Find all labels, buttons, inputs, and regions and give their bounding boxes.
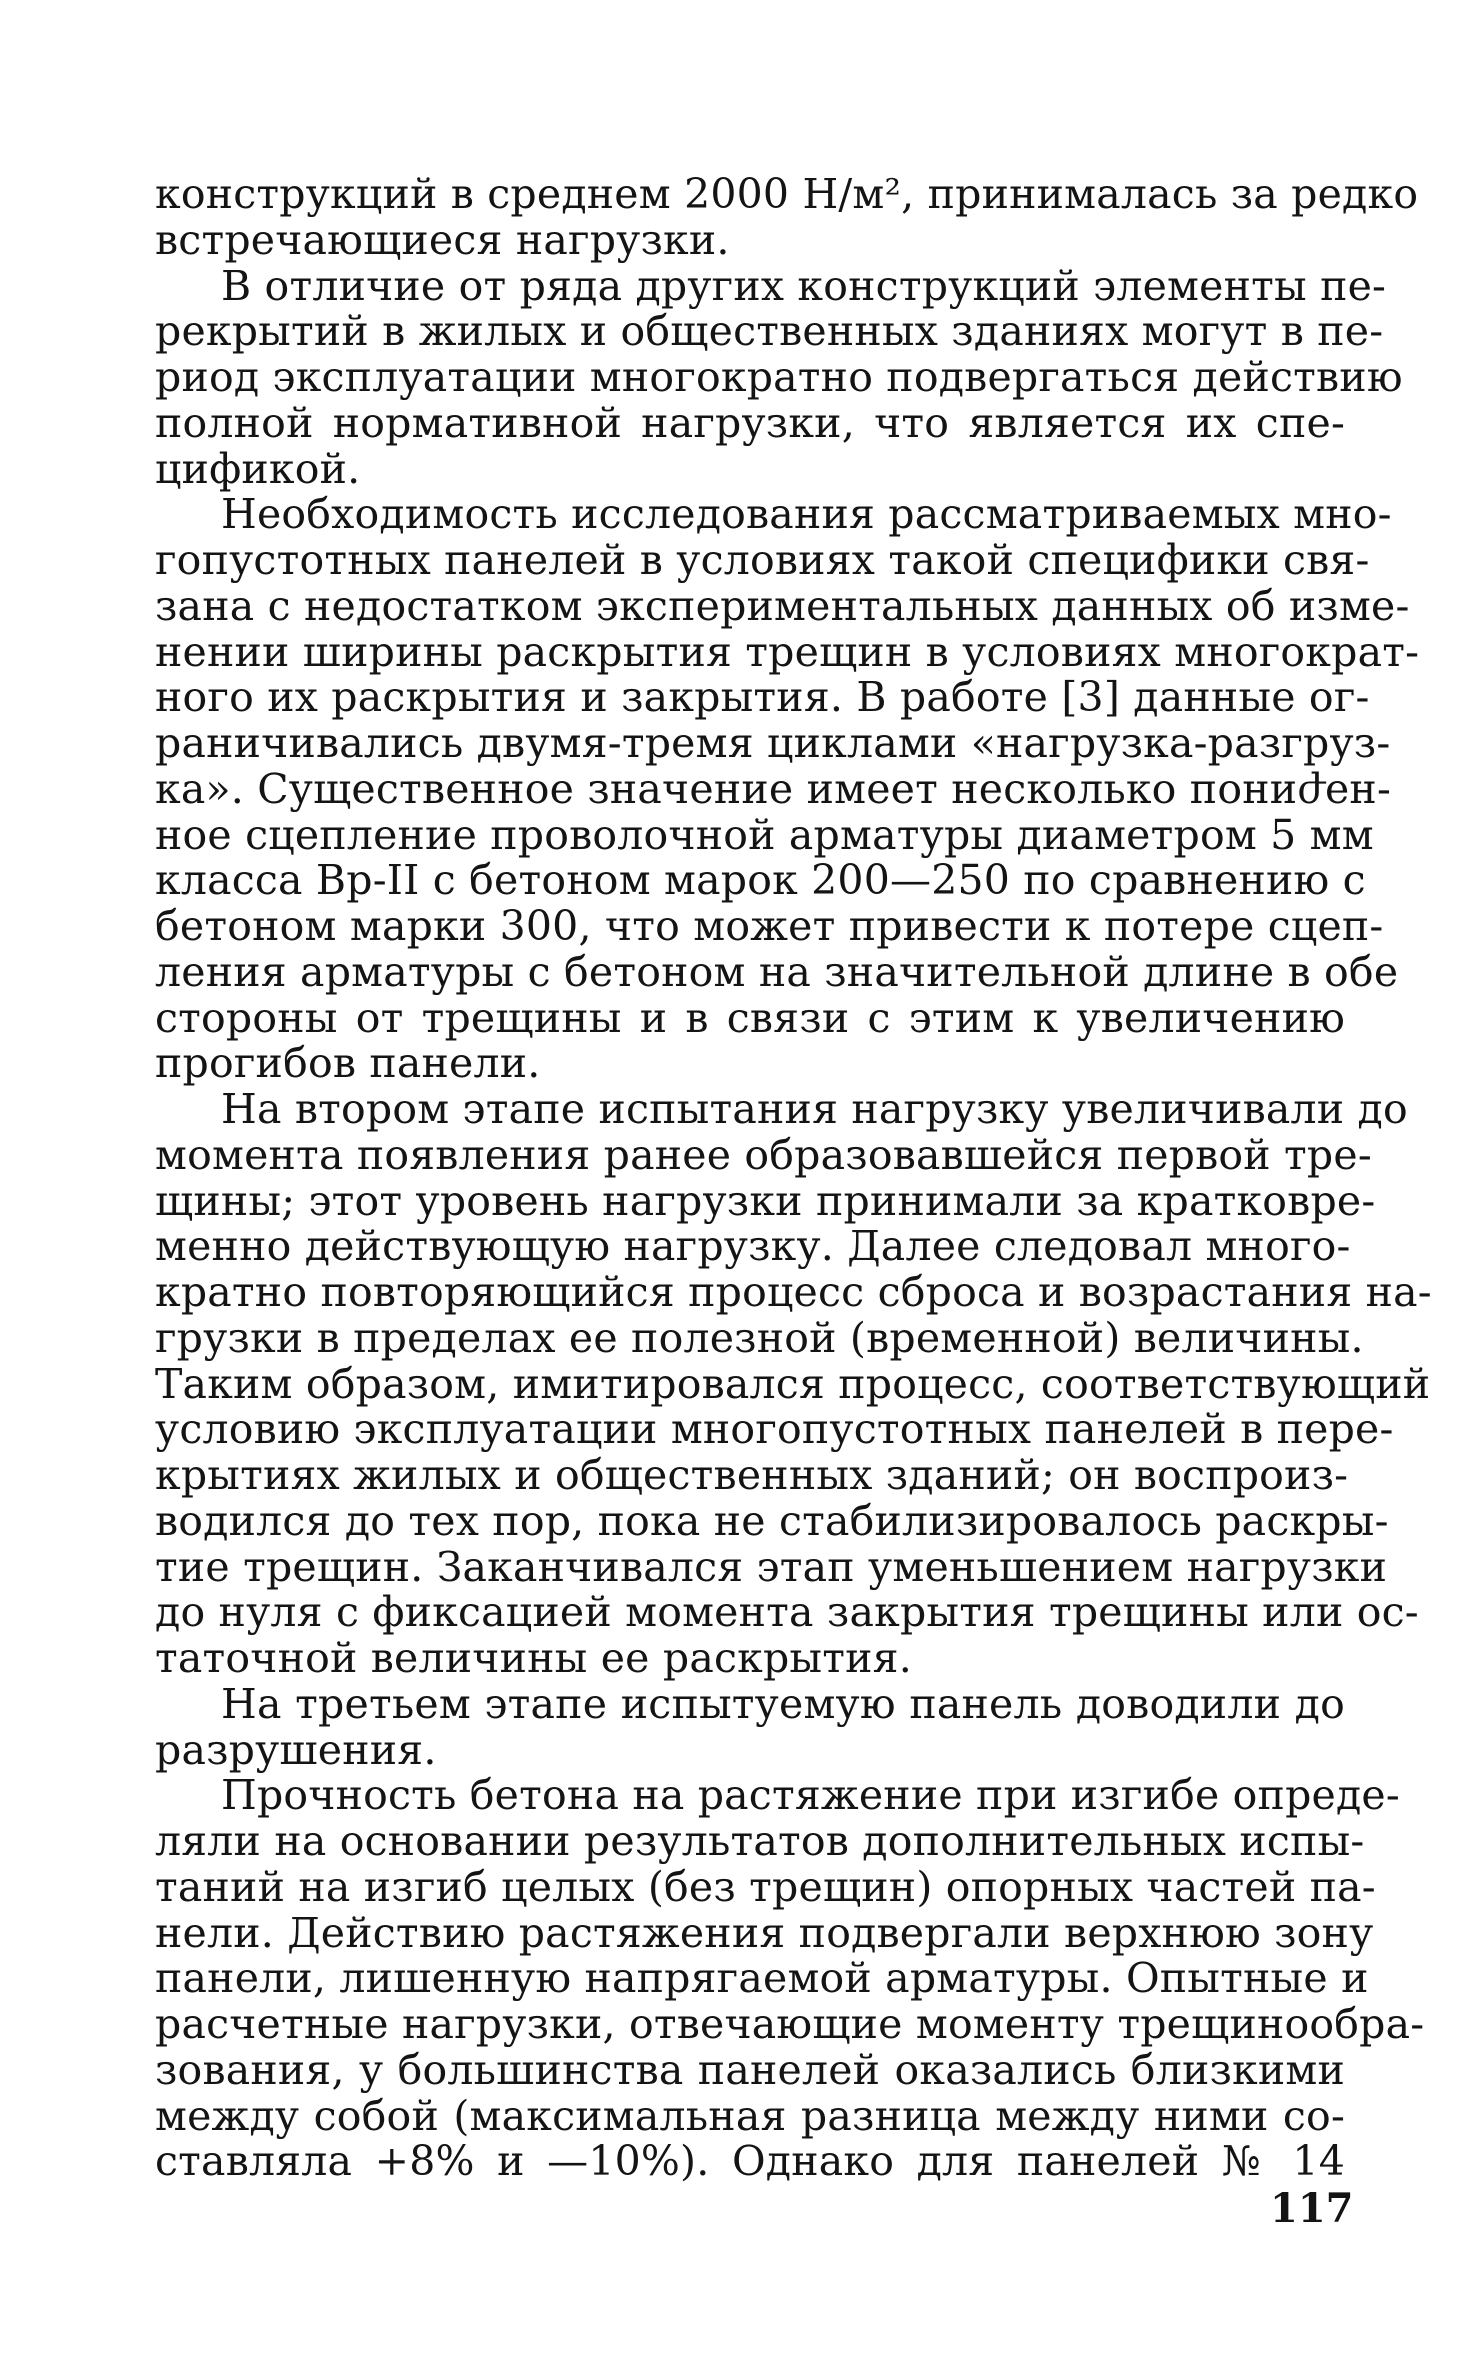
text-line: Таким образом, имитировался процесс, соответствующий: [155, 1359, 1431, 1408]
text-line: ка». Существенное значение имеет несколько пониժен-: [155, 764, 1392, 813]
text-line: между собой (максимальная разница между ними со-: [155, 2091, 1345, 2140]
text-line: В отличие от ряда других конструкций элементы пе-: [221, 261, 1387, 310]
text-line: цификой.: [155, 444, 361, 493]
text-line: расчетные нагрузки, отвечающие моменту трещинообра-: [155, 2000, 1425, 2048]
text-line: Необходимость исследования рассматриваемых мно-: [221, 490, 1392, 539]
text-line: таточной величины ее раскрытия.: [155, 1634, 912, 1682]
text-line: бетоном марки 300, что может привести к потере сцеп-: [155, 902, 1384, 950]
text-line: до нуля с фиксацией момента закрытия трещины или ос-: [155, 1588, 1419, 1637]
text-line: ставляла +8% и —10%). Однако для панелей № 14: [155, 2137, 1345, 2186]
text-line: Прочность бетона на растяжение при изгибе опреде-: [221, 1771, 1400, 1820]
text-line: зана с недостатком экспериментальных данных об изме-: [155, 581, 1410, 630]
text-line: тие трещин. Заканчивался этап уменьшением нагрузки: [155, 1542, 1388, 1591]
text-line: гопустотных панелей в условиях такой специфики свя-: [155, 536, 1370, 584]
text-line: ного их раскрытия и закрытия. В работе [3] данные ог-: [155, 673, 1370, 722]
text-line: раничивались двумя-тремя циклами «нагрузка-разгруз-: [155, 719, 1391, 767]
text-line: ное сцепление проволочной арматуры диаметром 5 мм: [155, 810, 1374, 859]
text-line: ляли на основании результатов дополнительных испы-: [155, 1817, 1365, 1865]
text-line: рекрытий в жилых и общественных зданиях могут в пе-: [155, 307, 1384, 356]
text-line: прогибов панели.: [155, 1039, 541, 1088]
text-line: зования, у большинства панелей оказались близкими: [155, 2045, 1345, 2094]
text-line: грузки в пределах ее полезной (временной) величины.: [155, 1313, 1364, 1362]
text-line: ления арматуры с бетоном на значительной длине в обе: [155, 947, 1399, 996]
text-line: менно действующую нагрузку. Далее следовал много-: [155, 1222, 1351, 1271]
text-line: конструкций в среднем 2000 Н/м², принималась за редко: [155, 170, 1419, 218]
text-line: класса Вр-II с бетоном марок 200—250 по сравнению с: [155, 856, 1366, 905]
page-text-block: [155, 170, 1432, 2186]
text-line: момента появления ранее образовавшейся первой тре-: [155, 1130, 1372, 1179]
text-line: полной нормативной нагрузки, что является их спе-: [155, 398, 1345, 447]
text-line: стороны от трещины и в связи с этим к увеличению: [155, 993, 1345, 1042]
text-line: крытиях жилых и общественных зданий; он воспроиз-: [155, 1451, 1349, 1499]
text-line: условию эксплуатации многопустотных панелей в пере-: [155, 1405, 1394, 1454]
text-line: водился до тех пор, пока не стабилизировалось раскры-: [155, 1496, 1389, 1545]
text-line: щины; этот уровень нагрузки принимали за кратковре-: [155, 1176, 1376, 1225]
text-line: разрушения.: [155, 1725, 437, 1774]
text-line: риод эксплуатации многократно подвергаться действию: [155, 353, 1403, 401]
text-line: панели, лишенную напрягаемой арматуры. Опытные и: [155, 1954, 1369, 2003]
text-line: нении ширины раскрытия трещин в условиях многократ-: [155, 627, 1420, 676]
text-line: встречающиеся нагрузки.: [155, 215, 730, 264]
text-line: таний на изгиб целых (без трещин) опорных частей па-: [155, 1862, 1376, 1911]
text-line: кратно повторяющийся процесс сброса и возрастания на-: [155, 1268, 1432, 1316]
text-line: нели. Действию растяжения подвергали верхнюю зону: [155, 1908, 1374, 1957]
text-line: На третьем этапе испытуемую панель доводили до: [221, 1679, 1345, 1728]
page-number: 117: [1270, 2185, 1354, 2232]
text-line: На втором этапе испытания нагрузку увеличивали до: [221, 1085, 1408, 1133]
